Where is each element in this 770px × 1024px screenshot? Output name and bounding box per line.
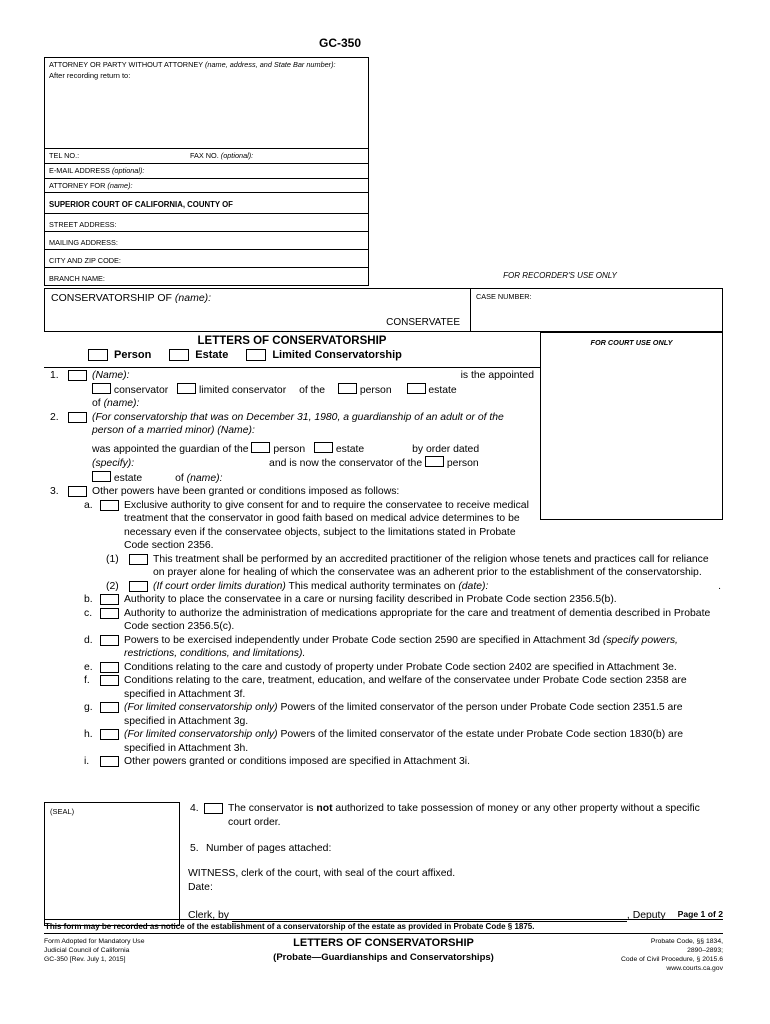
conservatorship-name-paren: (name): (174, 292, 212, 304)
narrow-column (44, 369, 538, 553)
item1-name-label: (Name): (92, 370, 130, 381)
item1-of-label: of (92, 398, 101, 409)
item3a2-period: . (718, 580, 721, 592)
branch-name-label: BRANCH NAME: (49, 274, 105, 283)
item2-guardian-estate-checkbox[interactable] (314, 442, 333, 453)
item2-and-is-now-label: and is now the conservator of the (269, 458, 423, 469)
item-3h (44, 728, 723, 755)
item2-conservator-person-label: person (446, 458, 479, 469)
item3c-checkbox[interactable] (100, 608, 119, 619)
item3a1-checkbox[interactable] (129, 554, 148, 565)
item1-of-the-label: of the (299, 384, 326, 396)
item2-of-label: of (175, 472, 184, 484)
item3g-italic-text: (For limited conservatorship only) (124, 702, 278, 713)
item4-not-text: not (316, 803, 333, 814)
item3d-italic-text: (specify powers, restrictions, conditions, and limitations). (124, 634, 678, 659)
item4-post-text: authorized to take possession of money or any other property without a specific court order. (228, 803, 700, 828)
item-3h-letter: h. (84, 729, 93, 740)
item3g-checkbox[interactable] (100, 702, 119, 713)
attorney-name-address-field[interactable] (49, 80, 364, 146)
fax-label (190, 151, 253, 163)
item-3d-letter: d. (84, 634, 93, 646)
person-checkbox[interactable] (88, 349, 108, 361)
footer-courts-url: www.courts.ca.gov (666, 965, 723, 972)
attorney-for-label-paren: (name): (107, 181, 133, 190)
item-3a2-number: (2) (106, 580, 119, 592)
item-1-text (92, 369, 538, 411)
superior-court-label: SUPERIOR COURT OF CALIFORNIA, COUNTY OF (49, 200, 233, 209)
estate-label: Estate (195, 349, 229, 361)
item-3c-text: Authority to authorize the administration of medications appropriate for the care and treatment of dementia described in Probate Code section 2356.5(c). (124, 607, 711, 632)
attorney-for-label-text: ATTORNEY FOR (49, 181, 106, 190)
footer-form-subtitle: (Probate—Guardianships and Conservatorships) (273, 952, 494, 963)
item-3d-text (124, 634, 723, 661)
city-zip-row (45, 249, 368, 267)
item-3i-letter: i. (84, 756, 90, 767)
email-label (49, 166, 144, 178)
mailing-address-field[interactable] (118, 238, 364, 249)
item-2-number: 2. (50, 411, 59, 423)
after-recording-label: After recording return to: (49, 71, 131, 80)
item-3a-1 (44, 553, 723, 580)
item-3f-text: Conditions relating to the care, treatment, education, and welfare of the conservatee under Probate Code section 2358 are specified in Attachment 3f. (124, 675, 687, 700)
item-3d (44, 634, 723, 661)
footer-left (44, 937, 219, 973)
item3a2-checkbox[interactable] (129, 581, 148, 592)
item-4 (188, 802, 723, 829)
item-3f-letter: f. (84, 675, 90, 686)
fax-label-paren: (optional): (220, 151, 254, 160)
recorder-use-label: FOR RECORDER'S USE ONLY (503, 271, 617, 280)
recording-notice: This form may be recorded as notice of the establishment of a conservatorship of the estate as provided in Probate Code § 1875. (44, 919, 723, 934)
attorney-for-label (49, 181, 133, 192)
attorney-label: ATTORNEY OR PARTY WITHOUT ATTORNEY (49, 60, 203, 69)
item-2-line-4 (92, 471, 538, 486)
limited-conservatorship-checkbox[interactable] (246, 349, 266, 361)
item3i-checkbox[interactable] (100, 756, 119, 767)
mailing-address-row (45, 231, 368, 249)
item-3c (44, 607, 723, 634)
limited-conservatorship-label: Limited Conservatorship (272, 349, 402, 361)
witness-line: WITNESS, clerk of the court, with seal of the court affixed. (188, 867, 456, 879)
limited-conservatorship-option (246, 349, 402, 361)
item1-limited-conservator-checkbox[interactable] (177, 383, 196, 394)
item1-appointed-label: is the appointed (460, 370, 534, 381)
date-label: Date: (188, 882, 213, 893)
item3h-checkbox[interactable] (100, 729, 119, 740)
item2-checkbox[interactable] (68, 412, 87, 423)
item-3b (44, 593, 723, 607)
item3a2-date-paren: (date): (458, 580, 489, 592)
item-3b-letter: b. (84, 594, 93, 605)
conservatorship-cell (45, 289, 471, 331)
item-3c-letter: c. (84, 607, 93, 619)
page-number-label: Page 1 of 2 (677, 908, 723, 919)
clerk-by-label: Clerk, by (188, 909, 229, 921)
item-1-number: 1. (50, 370, 59, 381)
item3a2-terminates-label: This medical authority terminates on (288, 580, 456, 592)
footer-center (219, 937, 548, 973)
email-row (45, 163, 368, 178)
item1-estate-label: estate (428, 384, 457, 396)
item2-guardian-person-checkbox[interactable] (251, 442, 270, 453)
item-5-label: Number of pages attached: (206, 843, 332, 854)
item-3a1-number: (1) (106, 553, 119, 565)
date-field[interactable] (213, 881, 723, 895)
item-3g-text (124, 701, 723, 728)
footer-revision-line: GC-350 [Rev. July 1, 2015] (44, 956, 126, 963)
item3a-checkbox[interactable] (100, 500, 119, 511)
form-body (44, 369, 723, 769)
item2-conservator-person-checkbox[interactable] (425, 456, 444, 467)
item-3h-text (124, 728, 723, 755)
item3h-italic-text: (For limited conservatorship only) (124, 729, 278, 740)
item-3g-letter: g. (84, 702, 93, 713)
item-2 (44, 411, 538, 486)
item-3e (44, 661, 723, 675)
item-3a1-text: This treatment shall be performed by an accredited practitioner of the religion whose tenets and practices call for reliance on prayer alone for healing of which the conservatee was an adherent prior to the establishment of the conservatorship. (153, 553, 709, 578)
pages-attached-field[interactable] (331, 842, 723, 856)
item1-conservator-checkbox[interactable] (92, 383, 111, 394)
item-1-line-1 (92, 369, 538, 383)
item2-specify-label: (specify): (92, 458, 135, 469)
street-address-field[interactable] (117, 220, 364, 231)
county-field[interactable] (233, 200, 364, 213)
street-address-label: STREET ADDRESS: (49, 220, 117, 229)
item1-estate-checkbox[interactable] (407, 383, 426, 394)
tel-label: TEL NO.: (49, 151, 80, 160)
person-label: Person (114, 349, 152, 361)
item-5 (188, 842, 723, 856)
item2-guardian-person-label: person (273, 443, 306, 455)
item1-checkbox[interactable] (68, 370, 87, 381)
footer-council-line: Judicial Council of California (44, 947, 130, 954)
estate-checkbox[interactable] (169, 349, 189, 361)
item-3a2-text (153, 580, 723, 594)
footer-adopted-line: Form Adopted for Mandatory Use (44, 938, 145, 945)
item2-by-order-label: by order dated (412, 443, 480, 455)
footer-form-title: LETTERS OF CONSERVATORSHIP (293, 937, 474, 949)
item3a2-duration-paren: (If court order limits duration) (153, 580, 286, 592)
item3f-checkbox[interactable] (100, 675, 119, 686)
attorney-info-section (45, 58, 368, 148)
email-field[interactable] (144, 166, 364, 178)
case-number-label: CASE NUMBER: (476, 292, 532, 301)
seal-box (44, 802, 180, 926)
item4-pre-text: The conservator is (228, 803, 314, 814)
fax-field[interactable] (253, 151, 364, 163)
item-2-intro (92, 411, 538, 438)
item-4-number: 4. (190, 803, 199, 814)
attorney-for-row (45, 178, 368, 192)
street-address-row (45, 213, 368, 231)
footer (44, 937, 723, 973)
item-4-text (228, 802, 723, 829)
item2-guardian-estate-label: estate (335, 443, 365, 455)
date-line (188, 881, 723, 895)
item3g-plain-text: Powers of the limited conservator of the person under Probate Code section 2351.5 are specified in Attachment 3g. (124, 702, 683, 727)
superior-court-row (45, 192, 368, 213)
conservatorship-of-label: CONSERVATORSHIP OF (51, 292, 172, 304)
item-3a2-sentence (153, 580, 488, 594)
branch-name-row (45, 267, 368, 285)
item-2-text (92, 411, 538, 486)
item1-conservator-label: conservator (113, 384, 169, 396)
item-3a-text: Exclusive authority to give consent for and to require the conservatee to receive medical treatment that the conservator in good faith based on medical advice determines to be necessary even if the conservatee objects, subject to the limitations stated in Probate Code section 2356. (124, 499, 529, 551)
case-number-field[interactable] (532, 292, 717, 328)
deputy-label: , Deputy (626, 909, 666, 921)
seal-label: (SEAL) (50, 807, 75, 816)
item-3b-text: Authority to place the conservatee in a care or nursing facility described in Probate Code section 2356.5(b). (124, 594, 617, 605)
item-3a-2 (44, 580, 723, 594)
item3h-plain-text: Powers of the limited conservator of the estate under Probate Code section 1830(b) are specified in Attachment 3h. (124, 729, 684, 754)
letters-title: LETTERS OF CONSERVATORSHIP (197, 335, 387, 347)
item1-of-name-paren: (name): (103, 398, 140, 409)
form-number: GC-350 (318, 36, 362, 50)
item-1-line-3 (92, 397, 538, 411)
footer-right (548, 937, 723, 973)
item3d-plain-text: Powers to be exercised independently under Probate Code section 2590 are specified in Attachment 3d (124, 634, 600, 646)
item-2-line-3 (92, 456, 538, 471)
item-3i (44, 755, 723, 769)
item2-of-name-paren: (name): (186, 472, 223, 484)
item-1 (44, 369, 538, 411)
conservatorship-type-checkboxes (44, 349, 540, 361)
estate-option (169, 349, 228, 361)
branch-name-field[interactable] (105, 274, 364, 285)
item-3a-letter: a. (84, 499, 93, 511)
city-zip-label: CITY AND ZIP CODE: (49, 256, 121, 265)
item-3-label: Other powers have been granted or conditions imposed as follows: (92, 486, 400, 497)
tel-field[interactable] (79, 151, 190, 163)
case-number-cell (471, 289, 722, 331)
email-label-paren: (optional): (112, 166, 145, 175)
item4-checkbox[interactable] (204, 803, 223, 814)
fax-label-text: FAX NO. (189, 151, 219, 160)
clerk-section (188, 802, 723, 922)
person-option (88, 349, 151, 361)
email-label-text: E-MAIL ADDRESS (49, 166, 110, 175)
item2-was-appointed-label: was appointed the guardian of the (92, 443, 249, 455)
item3-checkbox[interactable] (68, 486, 87, 497)
item-3e-letter: e. (84, 661, 93, 673)
item-5-number: 5. (190, 843, 199, 854)
termination-date-field[interactable] (488, 580, 718, 594)
case-caption-row (44, 288, 723, 332)
footer-code-range-line: 2890–2893; (687, 947, 723, 954)
item2-conservator-estate-checkbox[interactable] (92, 471, 111, 482)
item-2-line-2 (92, 442, 538, 457)
item-3-number: 3. (50, 486, 59, 497)
tel-fax-row (45, 148, 368, 163)
item1-person-label: person (359, 384, 392, 396)
item3e-checkbox[interactable] (100, 662, 119, 673)
item-1-line-2 (92, 383, 538, 398)
item2-intro-text: (For conservatorship that was on December 31, 1980, a guardianship of an adult or of the person of a married minor) (Name): (92, 411, 504, 436)
city-zip-field[interactable] (121, 256, 364, 267)
attorney-for-field[interactable] (133, 181, 364, 192)
item1-limited-conservator-label: limited conservator (198, 384, 287, 396)
item-3a2-line (153, 580, 723, 594)
attorney-label-paren: (name, address, and State Bar number): (204, 60, 336, 69)
item3d-checkbox[interactable] (100, 635, 119, 646)
item2-conservator-estate-label: estate (113, 472, 143, 484)
item-3g (44, 701, 723, 728)
footer-probate-code-line: Probate Code, §§ 1834, (650, 938, 723, 945)
mailing-address-label: MAILING ADDRESS: (49, 238, 118, 247)
item-3e-text: Conditions relating to the care and custody of property under Probate Code section 2402 are specified in Attachment 3e. (124, 661, 677, 673)
attorney-header-box (44, 57, 369, 286)
item-3a (44, 499, 538, 553)
item-3 (44, 485, 538, 499)
letters-title-section (44, 332, 540, 368)
attorney-label-line (49, 60, 364, 69)
item1-person-checkbox[interactable] (338, 383, 357, 394)
footer-civil-procedure-line: Code of Civil Procedure, § 2015.6 (620, 956, 723, 963)
court-use-label: FOR COURT USE ONLY (590, 338, 673, 347)
item3b-checkbox[interactable] (100, 594, 119, 605)
item-3f (44, 674, 723, 701)
conservatee-label: CONSERVATEE (386, 317, 460, 328)
item-3i-text: Other powers granted or conditions imposed are specified in Attachment 3i. (124, 756, 470, 767)
